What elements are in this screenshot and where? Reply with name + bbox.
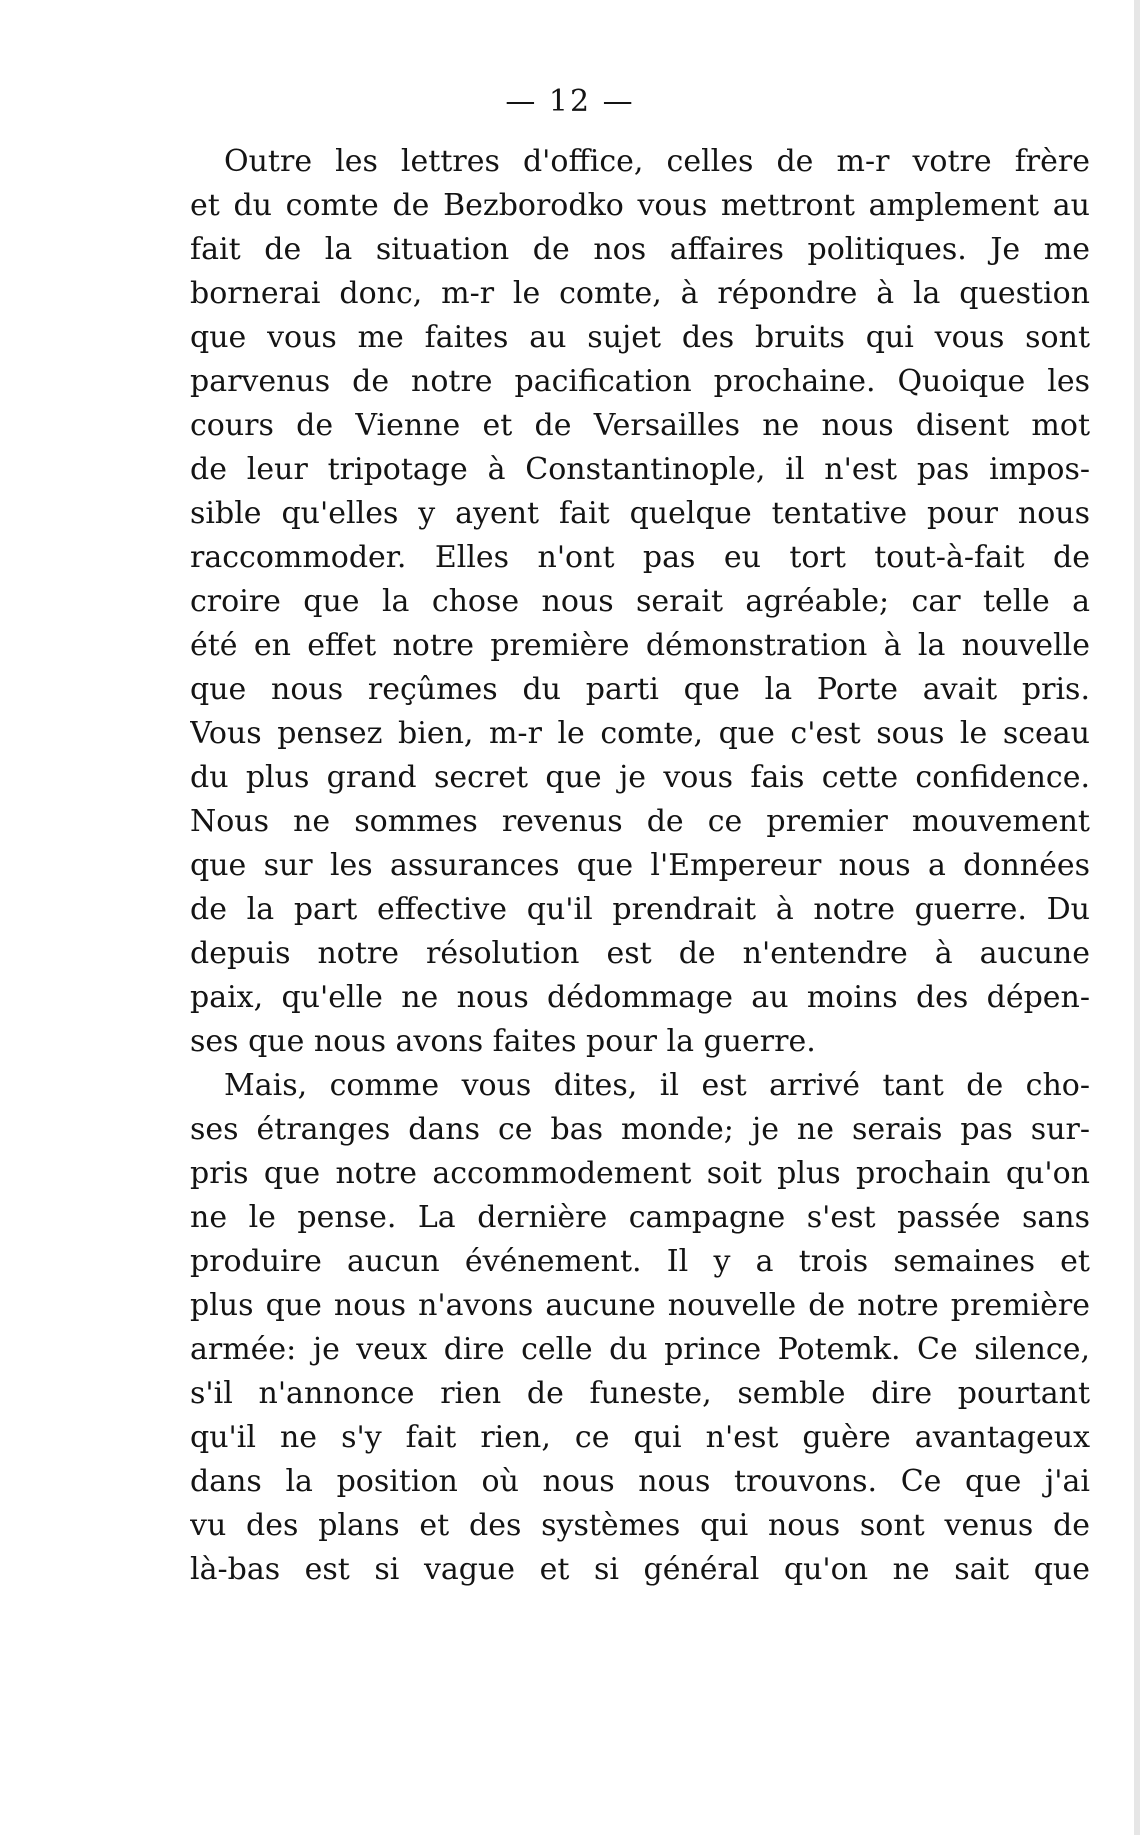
text-line: cours de Vienne et de Versailles ne nous disent mot: [190, 408, 1090, 443]
text-line: ses que nous avons faites pour la guerre.: [190, 1024, 816, 1059]
text-line: là-bas est si vague et si général qu'on ne sait que: [190, 1552, 1090, 1587]
text-line: produire aucun événement. Il y a trois semaines et: [190, 1244, 1090, 1279]
text-line: du plus grand secret que je vous fais cette confidence.: [190, 760, 1090, 795]
text-line: Mais, comme vous dites, il est arrivé tant de cho-: [224, 1068, 1090, 1103]
text-line: depuis notre résolution est de n'entendre à aucune: [190, 936, 1090, 971]
text-line: sible qu'elles y ayent fait quelque tentative pour nous: [190, 496, 1090, 531]
text-line: que sur les assurances que l'Empereur nous a données: [190, 848, 1090, 883]
text-line: parvenus de notre pacification prochaine. Quoique les: [190, 364, 1090, 399]
text-line: ses étranges dans ce bas monde; je ne serais pas sur-: [190, 1112, 1090, 1147]
page-edge-rule: [1134, 0, 1140, 1835]
text-line: Vous pensez bien, m-r le comte, que c'est sous le sceau: [190, 716, 1090, 751]
text-line: vu des plans et des systèmes qui nous sont venus de: [190, 1508, 1090, 1543]
text-line: pris que notre accommodement soit plus prochain qu'on: [190, 1156, 1090, 1191]
body-text: [190, 140, 1090, 1592]
text-line: bornerai donc, m-r le comte, à répondre à la question: [190, 276, 1090, 311]
text-line: été en effet notre première démonstration à la nouvelle: [190, 628, 1090, 663]
text-line: dans la position où nous nous trouvons. Ce que j'ai: [190, 1464, 1090, 1499]
text-line: de leur tripotage à Constantinople, il n'est pas impos-: [190, 452, 1090, 487]
text-line: Outre les lettres d'office, celles de m-r votre frère: [224, 144, 1090, 179]
text-line: croire que la chose nous serait agréable; car telle a: [190, 584, 1090, 619]
paragraph-1: [190, 140, 1090, 1064]
text-line: que vous me faites au sujet des bruits qui vous sont: [190, 320, 1090, 355]
text-line: et du comte de Bezborodko vous mettront amplement au: [190, 188, 1090, 223]
text-line: qu'il ne s'y fait rien, ce qui n'est guère avantageux: [190, 1420, 1090, 1455]
text-line: ne le pense. La dernière campagne s'est passée sans: [190, 1200, 1090, 1235]
text-line: raccommoder. Elles n'ont pas eu tort tout-à-fait de: [190, 540, 1090, 575]
text-line: Nous ne sommes revenus de ce premier mouvement: [190, 804, 1090, 839]
text-line: fait de la situation de nos affaires politiques. Je me: [190, 232, 1090, 267]
text-line: que nous reçûmes du parti que la Porte avait pris.: [190, 672, 1090, 707]
text-line: plus que nous n'avons aucune nouvelle de notre première: [190, 1288, 1090, 1323]
text-line: armée: je veux dire celle du prince Potemk. Ce silence,: [190, 1332, 1090, 1367]
paragraph-2: [190, 1064, 1090, 1592]
page-number: — 12 —: [505, 84, 635, 119]
text-line: s'il n'annonce rien de funeste, semble dire pourtant: [190, 1376, 1090, 1411]
text-line: paix, qu'elle ne nous dédommage au moins des dépen-: [190, 980, 1090, 1015]
text-line: de la part effective qu'il prendrait à notre guerre. Du: [190, 892, 1090, 927]
